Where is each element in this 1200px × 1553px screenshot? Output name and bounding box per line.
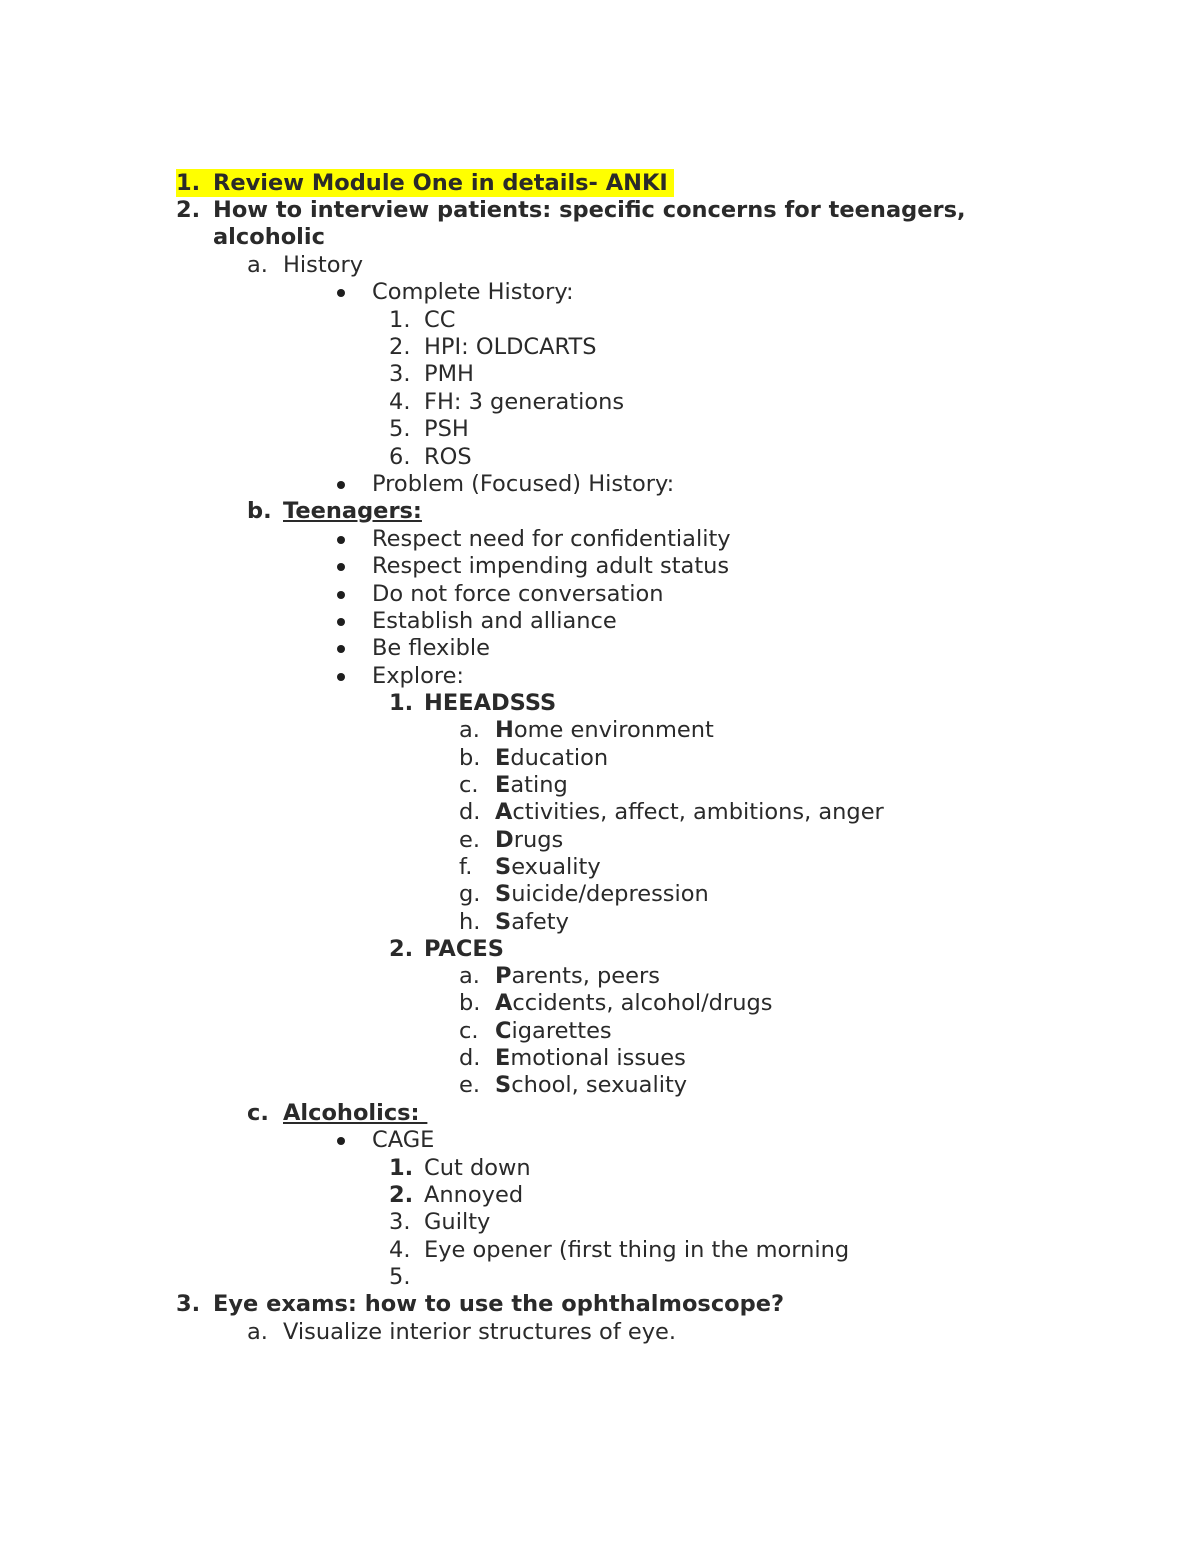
acronym-letter: A: [495, 799, 513, 825]
numbered-text: Annoyed: [424, 1182, 524, 1208]
number-marker: 4.: [389, 1237, 411, 1263]
acronym-text: [495, 771, 568, 799]
number-marker: 2.: [389, 936, 414, 962]
item-marker: 1.: [176, 170, 201, 196]
number-marker: 1.: [389, 690, 414, 716]
acronym-letter: A: [495, 990, 513, 1016]
numbered-text: Cut down: [424, 1155, 531, 1181]
bullet-text: Explore:: [372, 663, 465, 689]
letter-marker: e.: [459, 827, 480, 853]
number-marker: 4.: [389, 389, 411, 415]
bullet-icon: [337, 591, 345, 599]
acronym-rest: chool, sexuality: [511, 1072, 688, 1098]
item-text: Eye exams: how to use the ophthalmoscope?: [213, 1291, 785, 1317]
bullet-text: Complete History:: [372, 279, 574, 305]
bullet-icon: [337, 645, 345, 653]
number-marker: 2.: [389, 334, 411, 360]
numbered-text: Guilty: [424, 1209, 491, 1235]
acronym-rest: rugs: [513, 827, 564, 853]
sub-label: Alcoholics:: [283, 1100, 428, 1126]
acronym-rest: ccidents, alcohol/drugs: [512, 990, 773, 1016]
acronym-text: [495, 1017, 612, 1045]
numbered-text: PMH: [424, 361, 474, 387]
sub-marker: a.: [247, 1319, 268, 1345]
sub-marker: c.: [247, 1100, 269, 1126]
acronym-rest: ctivities, affect, ambitions, anger: [512, 799, 884, 825]
acronym-letter: E: [495, 1045, 511, 1071]
numbered-text: Eye opener (first thing in the morning: [424, 1237, 850, 1263]
acronym-letter: E: [495, 745, 511, 771]
number-marker: 5.: [389, 416, 411, 442]
letter-marker: b.: [459, 745, 481, 771]
acronym-letter: E: [495, 772, 511, 798]
sub-marker: b.: [247, 498, 272, 524]
bullet-icon: [337, 673, 345, 681]
acronym-letter: P: [495, 963, 512, 989]
item-marker: 2.: [176, 197, 201, 223]
acronym-text: [495, 744, 608, 772]
acronym-rest: afety: [511, 909, 569, 935]
item-text-continuation: alcoholic: [213, 224, 325, 250]
acronym-text: [495, 1071, 687, 1099]
letter-marker: c.: [459, 772, 479, 798]
bullet-text: Respect need for confidentiality: [372, 526, 731, 552]
acronym-letter: H: [495, 717, 514, 743]
acronym-rest: ducation: [510, 745, 609, 771]
acronym-letter: S: [495, 881, 512, 907]
bullet-icon: [337, 563, 345, 571]
letter-marker: b.: [459, 990, 481, 1016]
acronym-rest: ating: [510, 772, 568, 798]
acronym-text: [495, 880, 709, 908]
acronym-rest: exuality: [511, 854, 601, 880]
heading-text: PACES: [424, 936, 504, 962]
bullet-text: Do not force conversation: [372, 581, 664, 607]
letter-marker: d.: [459, 1045, 481, 1071]
acronym-rest: uicide/depression: [511, 881, 709, 907]
sub-label: History: [283, 252, 364, 278]
bullet-text: Respect impending adult status: [372, 553, 730, 579]
bullet-text: CAGE: [372, 1127, 435, 1153]
bullet-text: Be flexible: [372, 635, 490, 661]
acronym-text: [495, 798, 884, 826]
letter-marker: e.: [459, 1072, 480, 1098]
sub-label: Teenagers:: [283, 498, 422, 524]
letter-marker: c.: [459, 1018, 479, 1044]
numbered-text: FH: 3 generations: [424, 389, 625, 415]
number-marker: 5.: [389, 1264, 411, 1290]
item-text-highlighted: Review Module One in details- ANKI: [213, 170, 668, 196]
number-marker: 1.: [389, 1155, 414, 1181]
acronym-letter: S: [495, 854, 512, 880]
number-marker: 1.: [389, 307, 411, 333]
bullet-icon: [337, 481, 345, 489]
letter-marker: a.: [459, 963, 480, 989]
acronym-letter: C: [495, 1018, 512, 1044]
sub-text: Visualize interior structures of eye.: [283, 1319, 677, 1345]
acronym-text: [495, 908, 569, 936]
acronym-letter: S: [495, 1072, 512, 1098]
numbered-text: HPI: OLDCARTS: [424, 334, 597, 360]
number-marker: 3.: [389, 1209, 411, 1235]
acronym-text: [495, 1044, 686, 1072]
item-text: How to interview patients: specific concerns for teenagers,: [213, 197, 966, 223]
number-marker: 6.: [389, 444, 411, 470]
numbered-text: PSH: [424, 416, 469, 442]
acronym-rest: arents, peers: [511, 963, 660, 989]
bullet-icon: [337, 618, 345, 626]
acronym-letter: D: [495, 827, 514, 853]
bullet-icon: [337, 289, 345, 297]
heading-text: HEEADSSS: [424, 690, 557, 716]
number-marker: 2.: [389, 1182, 414, 1208]
item-marker: 3.: [176, 1291, 201, 1317]
bullet-text: Establish and alliance: [372, 608, 617, 634]
letter-marker: g.: [459, 881, 481, 907]
acronym-text: [495, 989, 772, 1017]
acronym-rest: motional issues: [510, 1045, 686, 1071]
numbered-text: ROS: [424, 444, 472, 470]
acronym-rest: igarettes: [511, 1018, 612, 1044]
numbered-text: CC: [424, 307, 456, 333]
acronym-letter: S: [495, 909, 512, 935]
letter-marker: h.: [459, 909, 481, 935]
acronym-text: [495, 826, 563, 854]
number-marker: 3.: [389, 361, 411, 387]
letter-marker: f.: [459, 854, 473, 880]
acronym-text: [495, 853, 601, 881]
acronym-rest: ome environment: [513, 717, 714, 743]
bullet-text: Problem (Focused) History:: [372, 471, 675, 497]
letter-marker: d.: [459, 799, 481, 825]
acronym-text: [495, 716, 714, 744]
bullet-icon: [337, 1137, 345, 1145]
sub-marker: a.: [247, 252, 268, 278]
letter-marker: a.: [459, 717, 480, 743]
acronym-text: [495, 962, 660, 990]
bullet-icon: [337, 536, 345, 544]
